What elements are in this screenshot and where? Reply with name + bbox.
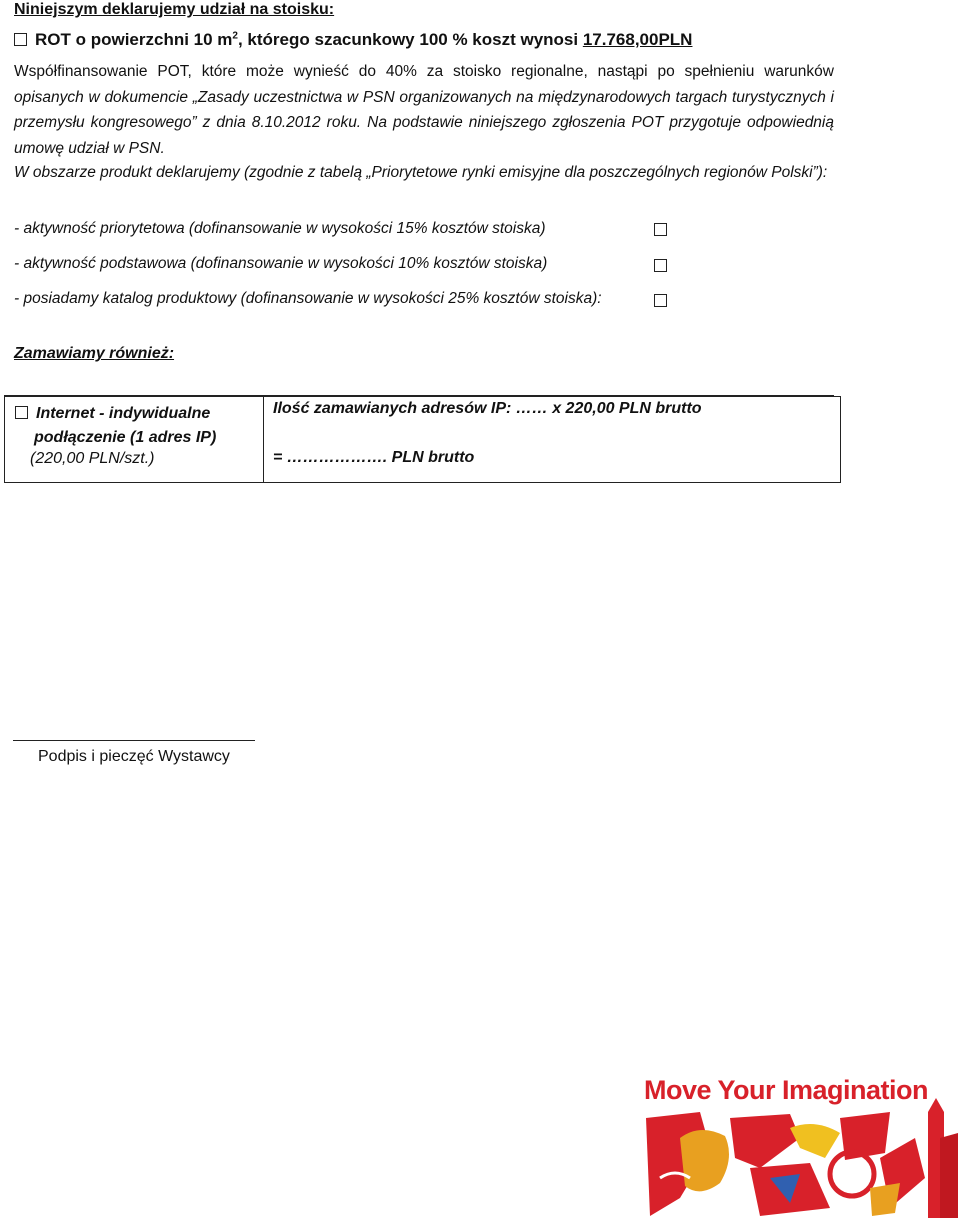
option-priority-checkbox[interactable]: [654, 223, 667, 236]
ip-quantity-field[interactable]: Ilość zamawianych adresów IP: …… x 220,00 PLN brutto: [273, 400, 702, 417]
internet-checkbox[interactable]: [15, 406, 28, 419]
ip-quantity-cell: [273, 400, 702, 467]
option-basic-checkbox[interactable]: [654, 259, 667, 272]
option-priority: [14, 220, 546, 238]
signature-label: Podpis i pieczęć Wystawcy: [38, 748, 230, 765]
internet-price: (220,00 PLN/szt.): [30, 450, 155, 467]
paragraph1-italic: opisanych w dokumencie „Zasady uczestnictwa w PSN organizowanych na międzynarodowych targach turystycznych i przemysłu kongresowego” z dnia 8.10.2012 roku. Na podstawie niniejszego zgłoszenia POT przygotuje odpowiednią umowę udział w PSN.: [14, 88, 834, 157]
table-divider: [263, 397, 264, 482]
option-priority-label: - aktywność priorytetowa (dofinansowanie w wysokości 15% kosztów stoiska): [14, 220, 546, 237]
paragraph2-text: W obszarze produkt deklarujemy (zgodnie z tabelą „Priorytetowe rynki emisyjne dla poszczególnych regionów Polski”):: [14, 164, 828, 181]
internet-label: Internet - indywidualne: [36, 405, 211, 422]
rot-checkbox[interactable]: [14, 33, 27, 46]
option-basic-label: - aktywność podstawowa (dofinansowanie w wysokości 10% kosztów stoiska): [14, 255, 548, 272]
signature-line: [13, 740, 255, 741]
option-catalog: [14, 290, 602, 308]
logo-slogan: Move Your Imagination: [644, 1075, 929, 1105]
rot-text-after: , którego szacunkowy 100 % koszt wynosi: [237, 30, 583, 49]
also-order-heading: Zamawiamy również:: [14, 345, 175, 362]
internet-line1: [15, 405, 216, 423]
internet-line2: podłączenie (1 adres IP): [34, 429, 217, 446]
product-paragraph: [14, 160, 834, 186]
internet-cell: [15, 405, 216, 468]
cofinancing-paragraph: [14, 59, 834, 161]
rot-sup: 2: [232, 30, 238, 42]
rot-text: ROT o powierzchni 10 m: [35, 30, 233, 49]
rot-amount: 17.768,00PLN: [582, 30, 693, 49]
rot-option: [14, 30, 692, 50]
ip-total-field[interactable]: = ………………. PLN brutto: [273, 449, 475, 466]
option-basic: [14, 255, 547, 273]
internet-order-table: [4, 396, 841, 483]
option-catalog-label: - posiadamy katalog produktowy (dofinansowanie w wysokości 25% kosztów stoiska):: [14, 290, 602, 307]
paragraph1-normal: Współfinansowanie POT, które może wynieść do 40% za stoisko regionalne, nastąpi po spełnieniu warunków: [14, 63, 834, 80]
option-catalog-checkbox[interactable]: [654, 294, 667, 307]
declaration-heading: Niniejszym deklarujemy udział na stoisku:: [14, 1, 335, 18]
